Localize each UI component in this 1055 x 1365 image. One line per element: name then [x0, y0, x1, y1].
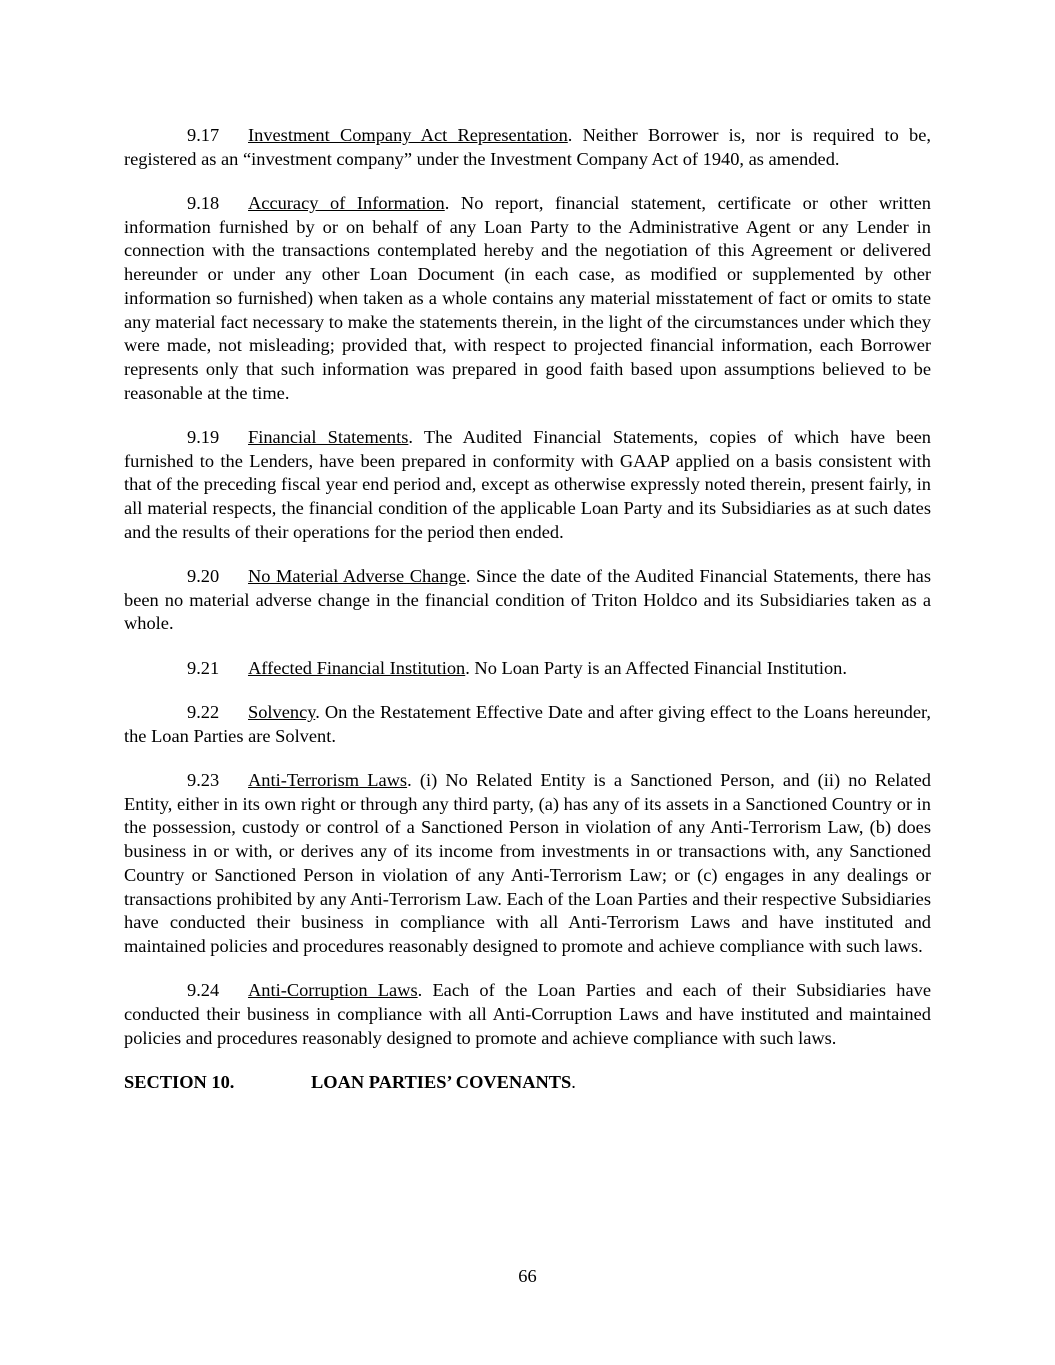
section-heading: No Material Adverse Change	[248, 566, 466, 587]
section-heading: Anti-Corruption Laws	[248, 980, 418, 1001]
section-body: . Each of the Loan Parties and each of their Subsidiaries have conducted their business in compliance with all Anti-Corruption Laws and have instituted and maintained policies and procedures reasonably designed to promote and achieve compliance with such laws.	[124, 980, 932, 1048]
section-body: . On the Restatement Effective Date and after giving effect to the Loans hereunder, the Loan Parties are Solvent.	[124, 702, 931, 746]
section-heading: Anti-Terrorism Laws	[248, 770, 408, 791]
section-number: 9.22	[187, 702, 220, 723]
section-body: . Neither Borrower is, nor is required to be, registered as an “investment company” under the Investment Company Act of 1940, as amended.	[124, 125, 931, 169]
section-10-heading	[124, 1071, 931, 1095]
section-body: . No Loan Party is an Affected Financial Institution.	[465, 657, 847, 678]
section-body: . (i) No Related Entity is a Sanctioned Person, and (ii) no Related Entity, either in its own right or through any third party, (a) has any of its assets in a Sanctioned Country or in the possession, custody or control of a Sanctioned Person in violation of any Anti-Terrorism Law, (b) does business in or with, or derives any of its income from investments in or transactions with, any Sanctioned Country or Sanctioned Person in violation of any Anti-Terrorism Law; or (c) engages in any dealings or transactions prohibited by any Anti-Terrorism Law. Each of the Loan Parties and their respective Subsidiaries have conducted their business in compliance with all Anti-Terrorism Laws and have instituted and maintained policies and procedures reasonably designed to promote and achieve compliance with such laws.	[124, 770, 931, 956]
section-number: 9.17	[187, 125, 220, 145]
section-body: . Since the date of the Audited Financial Statements, there has been no material adverse change in the financial condition of Triton Holdco and its Subsidiaries taken as a whole.	[124, 566, 931, 634]
section-number: 9.18	[187, 193, 220, 213]
section-10-title: LOAN PARTIES’ COVENANTS	[311, 1071, 572, 1092]
section-number: 9.23	[187, 770, 220, 791]
section-number: 9.24	[187, 980, 220, 1001]
section-heading: Financial Statements	[248, 426, 409, 447]
section-9-22	[124, 701, 931, 748]
section-body: . No report, financial statement, certificate or other written information furnished by or on behalf of any Loan Party to the Administrative Agent or any Lender in connection with the transactions contemplated hereby and the negotiation of this Agreement or delivered hereunder or under any other Loan Document (in each case, as modified or supplemented by other information so furnished) when taken as a whole contains any material misstatement of fact or omits to state any material fact necessary to make the statements therein, in the light of the circumstances under which they were made, not misleading; provided that, with respect to projected financial information, each Borrower represents only that such information was prepared in good faith based upon assumptions believed to be reasonable at the time.	[124, 193, 931, 403]
section-9-23	[124, 769, 931, 959]
section-number: 9.20	[187, 566, 220, 587]
document-page	[124, 124, 931, 1095]
section-body: . The Audited Financial Statements, copies of which have been furnished to the Lenders, have been prepared in conformity with GAAP applied on a basis consistent with that of the preceding fiscal year end period and, except as otherwise expressly noted therein, present fairly, in all material respects, the financial condition of the applicable Loan Party and its Subsidiaries as at such dates and the results of their operations for the period then ended.	[124, 426, 931, 542]
section-number: 9.21	[187, 657, 220, 678]
section-heading: Solvency	[248, 702, 316, 723]
section-heading: Investment Company Act Representation	[248, 125, 568, 145]
section-9-18	[124, 192, 931, 405]
section-9-19	[124, 426, 931, 545]
section-9-24	[124, 979, 931, 1050]
section-9-21	[124, 657, 931, 681]
section-10-number: SECTION 10.	[124, 1071, 235, 1092]
section-10-period: .	[571, 1071, 576, 1092]
section-9-17	[124, 124, 931, 171]
section-heading: Affected Financial Institution	[248, 657, 466, 678]
section-9-20	[124, 565, 931, 636]
page-number: 66	[518, 1266, 537, 1286]
section-heading: Accuracy of Information	[248, 193, 445, 213]
section-number: 9.19	[187, 426, 220, 447]
